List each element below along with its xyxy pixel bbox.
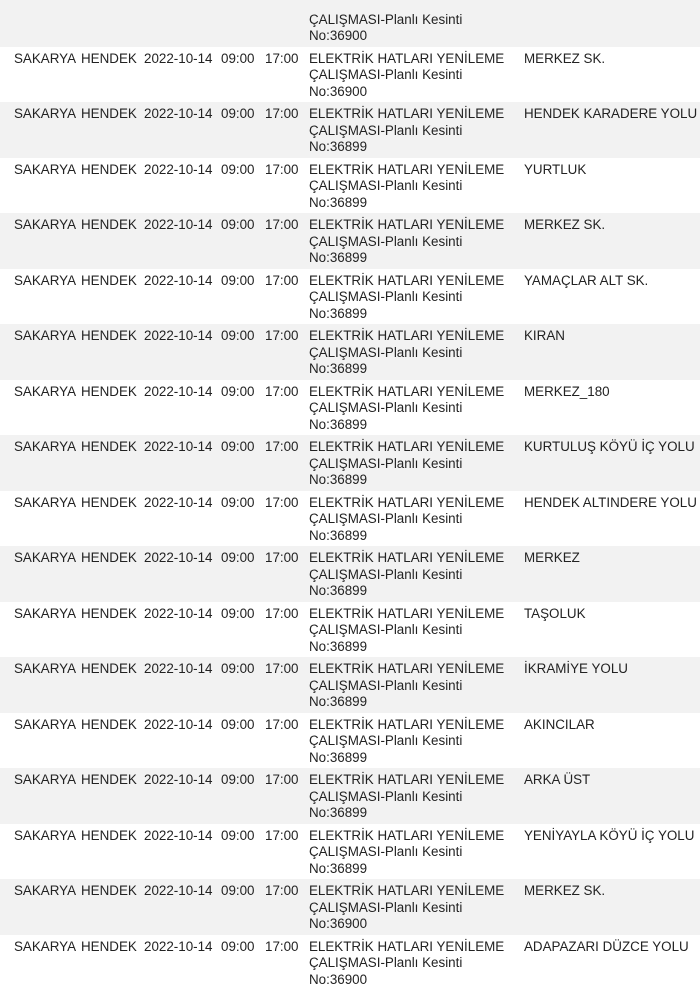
reason-line: ÇALIŞMASI-Planlı Kesinti [309,788,463,804]
province-cell: SAKARYA [14,827,77,843]
date-cell: 2022-10-14 [144,494,213,510]
location-cell: MERKEZ SK. [524,217,606,232]
date-cell: 2022-10-14 [144,605,213,621]
reason-cell [309,162,514,212]
reason-cell [309,217,514,267]
location-cell: MERKEZ [524,550,580,565]
reason-line: ELEKTRİK HATLARI YENİLEME [309,328,505,343]
location-cell: ARKA ÜST [524,772,591,787]
end-time-cell: 17:00 [265,494,299,510]
reason-number: No:36899 [309,305,368,321]
reason-line: ÇALIŞMASI-Planlı Kesinti [309,233,463,249]
table-body [0,47,700,990]
reason-cell [309,495,514,545]
province-cell: SAKARYA [14,161,77,177]
table-row [0,879,700,935]
reason-number: No:36899 [309,749,368,765]
district-cell: HENDEK [81,661,137,676]
table-row [0,213,700,269]
table-row [0,491,700,547]
reason-line: ELEKTRİK HATLARI YENİLEME [309,661,505,676]
location-cell: HENDEK ALTINDERE YOLU [524,494,697,510]
district-cell: HENDEK [81,827,137,843]
district-cell: HENDEK [81,217,137,232]
table-row [0,324,700,380]
table-row [0,380,700,436]
reason-number: No:36899 [309,416,368,432]
reason-line: ÇALIŞMASI-Planlı Kesinti [309,899,463,915]
reason-cell [309,51,514,101]
district-cell: HENDEK [81,383,137,399]
reason-number: No:36900 [309,83,368,99]
reason-number: No:36899 [309,527,368,543]
district-cell: HENDEK [81,494,137,510]
reason-line: ÇALIŞMASI-Planlı Kesinti [309,122,463,138]
start-time-cell: 09:00 [221,106,255,121]
date-cell: 2022-10-14 [144,883,213,898]
reason-line: ELEKTRİK HATLARI YENİLEME [309,272,505,288]
table-row [0,713,700,769]
reason-line [309,0,514,12]
table-row [0,768,700,824]
date-cell: 2022-10-14 [144,827,213,843]
province-cell: SAKARYA [14,272,77,288]
start-time-cell: 09:00 [221,938,255,954]
district-cell: HENDEK [81,716,137,732]
province-cell: SAKARYA [14,772,77,787]
start-time-cell: 09:00 [221,439,255,454]
start-time-cell: 09:00 [221,494,255,510]
reason-cell [309,828,514,878]
location-cell: HENDEK KARADERE YOLU [524,106,698,121]
reason-number: No:36899 [309,805,368,821]
reason-line: ELEKTRİK HATLARI YENİLEME [309,106,505,121]
end-time-cell: 17:00 [265,439,299,454]
start-time-cell: 09:00 [221,217,255,232]
district-cell: HENDEK [81,50,137,66]
date-cell: 2022-10-14 [144,550,213,565]
reason-number: No:36899 [309,250,368,266]
table-row [0,935,700,990]
province-cell: SAKARYA [14,938,77,954]
date-cell: 2022-10-14 [144,661,213,676]
table-row-partial [0,0,700,47]
location-cell: YENİYAYLA KÖYÜ İÇ YOLU [524,827,695,843]
reason-number: No:36899 [309,361,368,377]
end-time-cell: 17:00 [265,661,299,676]
date-cell: 2022-10-14 [144,50,213,66]
table-row [0,102,700,158]
location-cell: AKINCILAR [524,716,595,732]
reason-number: No:36899 [309,139,368,155]
reason-line: ÇALIŞMASI-Planlı Kesinti [309,733,463,749]
end-time-cell: 17:00 [265,217,299,232]
reason-line: ELEKTRİK HATLARI YENİLEME [309,827,505,843]
reason-number: No:36899 [309,860,368,876]
date-cell: 2022-10-14 [144,106,213,121]
start-time-cell: 09:00 [221,772,255,787]
province-cell: SAKARYA [14,494,77,510]
reason-cell [309,717,514,767]
district-cell: HENDEK [81,605,137,621]
reason-line: ÇALIŞMASI-Planlı Kesinti [309,622,463,638]
reason-number: No:36899 [309,694,368,710]
reason-line: ÇALIŞMASI-Planlı Kesinti [309,11,463,27]
district-cell: HENDEK [81,439,137,454]
province-cell: SAKARYA [14,716,77,732]
province-cell: SAKARYA [14,550,77,565]
reason-line: ELEKTRİK HATLARI YENİLEME [309,50,505,66]
end-time-cell: 17:00 [265,883,299,898]
reason-cell [309,772,514,822]
reason-cell [309,0,514,45]
location-cell: KIRAN [524,328,565,343]
table-row [0,546,700,602]
reason-cell [309,939,514,989]
location-cell: KURTULUŞ KÖYÜ İÇ YOLU [524,439,695,454]
reason-line: ÇALIŞMASI-Planlı Kesinti [309,566,463,582]
end-time-cell: 17:00 [265,50,299,66]
date-cell: 2022-10-14 [144,716,213,732]
reason-line: ÇALIŞMASI-Planlı Kesinti [309,178,463,194]
district-cell: HENDEK [81,550,137,565]
end-time-cell: 17:00 [265,772,299,787]
end-time-cell: 17:00 [265,328,299,343]
table-row [0,47,700,103]
end-time-cell: 17:00 [265,605,299,621]
reason-cell [309,550,514,600]
date-cell: 2022-10-14 [144,161,213,177]
date-cell: 2022-10-14 [144,772,213,787]
end-time-cell: 17:00 [265,106,299,121]
reason-number: No:36900 [309,916,368,932]
location-cell: MERKEZ SK. [524,883,606,898]
location-cell: İKRAMİYE YOLU [524,661,628,676]
reason-line: ELEKTRİK HATLARI YENİLEME [309,938,505,954]
reason-line: ÇALIŞMASI-Planlı Kesinti [309,955,463,971]
start-time-cell: 09:00 [221,161,255,177]
location-cell: ADAPAZARI DÜZCE YOLU [524,938,689,954]
date-cell: 2022-10-14 [144,439,213,454]
reason-line: ELEKTRİK HATLARI YENİLEME [309,605,505,621]
reason-line: ELEKTRİK HATLARI YENİLEME [309,494,505,510]
reason-line: ÇALIŞMASI-Planlı Kesinti [309,289,463,305]
reason-line: ÇALIŞMASI-Planlı Kesinti [309,455,463,471]
reason-line: ELEKTRİK HATLARI YENİLEME [309,383,505,399]
reason-cell [309,106,514,156]
reason-number: No:36899 [309,583,368,599]
table-row [0,602,700,658]
start-time-cell: 09:00 [221,383,255,399]
table-row [0,435,700,491]
start-time-cell: 09:00 [221,605,255,621]
start-time-cell: 09:00 [221,661,255,676]
table-row [0,824,700,880]
reason-number: No:36900 [309,971,368,987]
province-cell: SAKARYA [14,383,77,399]
location-cell: MERKEZ_180 [524,383,610,399]
end-time-cell: 17:00 [265,550,299,565]
reason-cell [309,661,514,711]
reason-line: ELEKTRİK HATLARI YENİLEME [309,772,505,787]
province-cell: SAKARYA [14,661,77,676]
date-cell: 2022-10-14 [144,383,213,399]
start-time-cell: 09:00 [221,827,255,843]
province-cell: SAKARYA [14,883,77,898]
reason-cell [309,384,514,434]
end-time-cell: 17:00 [265,272,299,288]
reason-line: ELEKTRİK HATLARI YENİLEME [309,161,505,177]
location-cell: YAMAÇLAR ALT SK. [524,272,649,288]
date-cell: 2022-10-14 [144,938,213,954]
date-cell: 2022-10-14 [144,217,213,232]
end-time-cell: 17:00 [265,716,299,732]
end-time-cell: 17:00 [265,827,299,843]
district-cell: HENDEK [81,328,137,343]
province-cell: SAKARYA [14,328,77,343]
reason-number: No:36899 [309,194,368,210]
location-cell: TAŞOLUK [524,605,586,621]
start-time-cell: 09:00 [221,50,255,66]
district-cell: HENDEK [81,772,137,787]
reason-number: No:36900 [309,28,368,44]
end-time-cell: 17:00 [265,383,299,399]
province-cell: SAKARYA [14,106,77,121]
district-cell: HENDEK [81,938,137,954]
reason-number: No:36899 [309,638,368,654]
start-time-cell: 09:00 [221,550,255,565]
province-cell: SAKARYA [14,50,77,66]
reason-line: ELEKTRİK HATLARI YENİLEME [309,217,505,232]
district-cell: HENDEK [81,161,137,177]
district-cell: HENDEK [81,106,137,121]
reason-line: ÇALIŞMASI-Planlı Kesinti [309,67,463,83]
table-row [0,657,700,713]
province-cell: SAKARYA [14,439,77,454]
district-cell: HENDEK [81,883,137,898]
location-cell: MERKEZ SK. [524,50,606,66]
reason-line: ÇALIŞMASI-Planlı Kesinti [309,400,463,416]
table-row [0,269,700,325]
end-time-cell: 17:00 [265,938,299,954]
start-time-cell: 09:00 [221,272,255,288]
start-time-cell: 09:00 [221,716,255,732]
reason-cell [309,439,514,489]
reason-cell [309,606,514,656]
end-time-cell: 17:00 [265,161,299,177]
reason-line: ÇALIŞMASI-Planlı Kesinti [309,677,463,693]
province-cell: SAKARYA [14,217,77,232]
reason-line: ELEKTRİK HATLARI YENİLEME [309,716,505,732]
reason-cell [309,273,514,323]
province-cell: SAKARYA [14,605,77,621]
start-time-cell: 09:00 [221,328,255,343]
reason-cell [309,883,514,933]
reason-number: No:36899 [309,472,368,488]
reason-line: ELEKTRİK HATLARI YENİLEME [309,883,505,898]
district-cell: HENDEK [81,272,137,288]
location-cell: YURTLUK [524,161,587,177]
date-cell: 2022-10-14 [144,328,213,343]
reason-line: ELEKTRİK HATLARI YENİLEME [309,439,505,454]
date-cell: 2022-10-14 [144,272,213,288]
start-time-cell: 09:00 [221,883,255,898]
table-row [0,158,700,214]
reason-cell [309,328,514,378]
reason-line: ELEKTRİK HATLARI YENİLEME [309,550,505,565]
reason-line: ÇALIŞMASI-Planlı Kesinti [309,344,463,360]
reason-line: ÇALIŞMASI-Planlı Kesinti [309,844,463,860]
reason-line: ÇALIŞMASI-Planlı Kesinti [309,511,463,527]
